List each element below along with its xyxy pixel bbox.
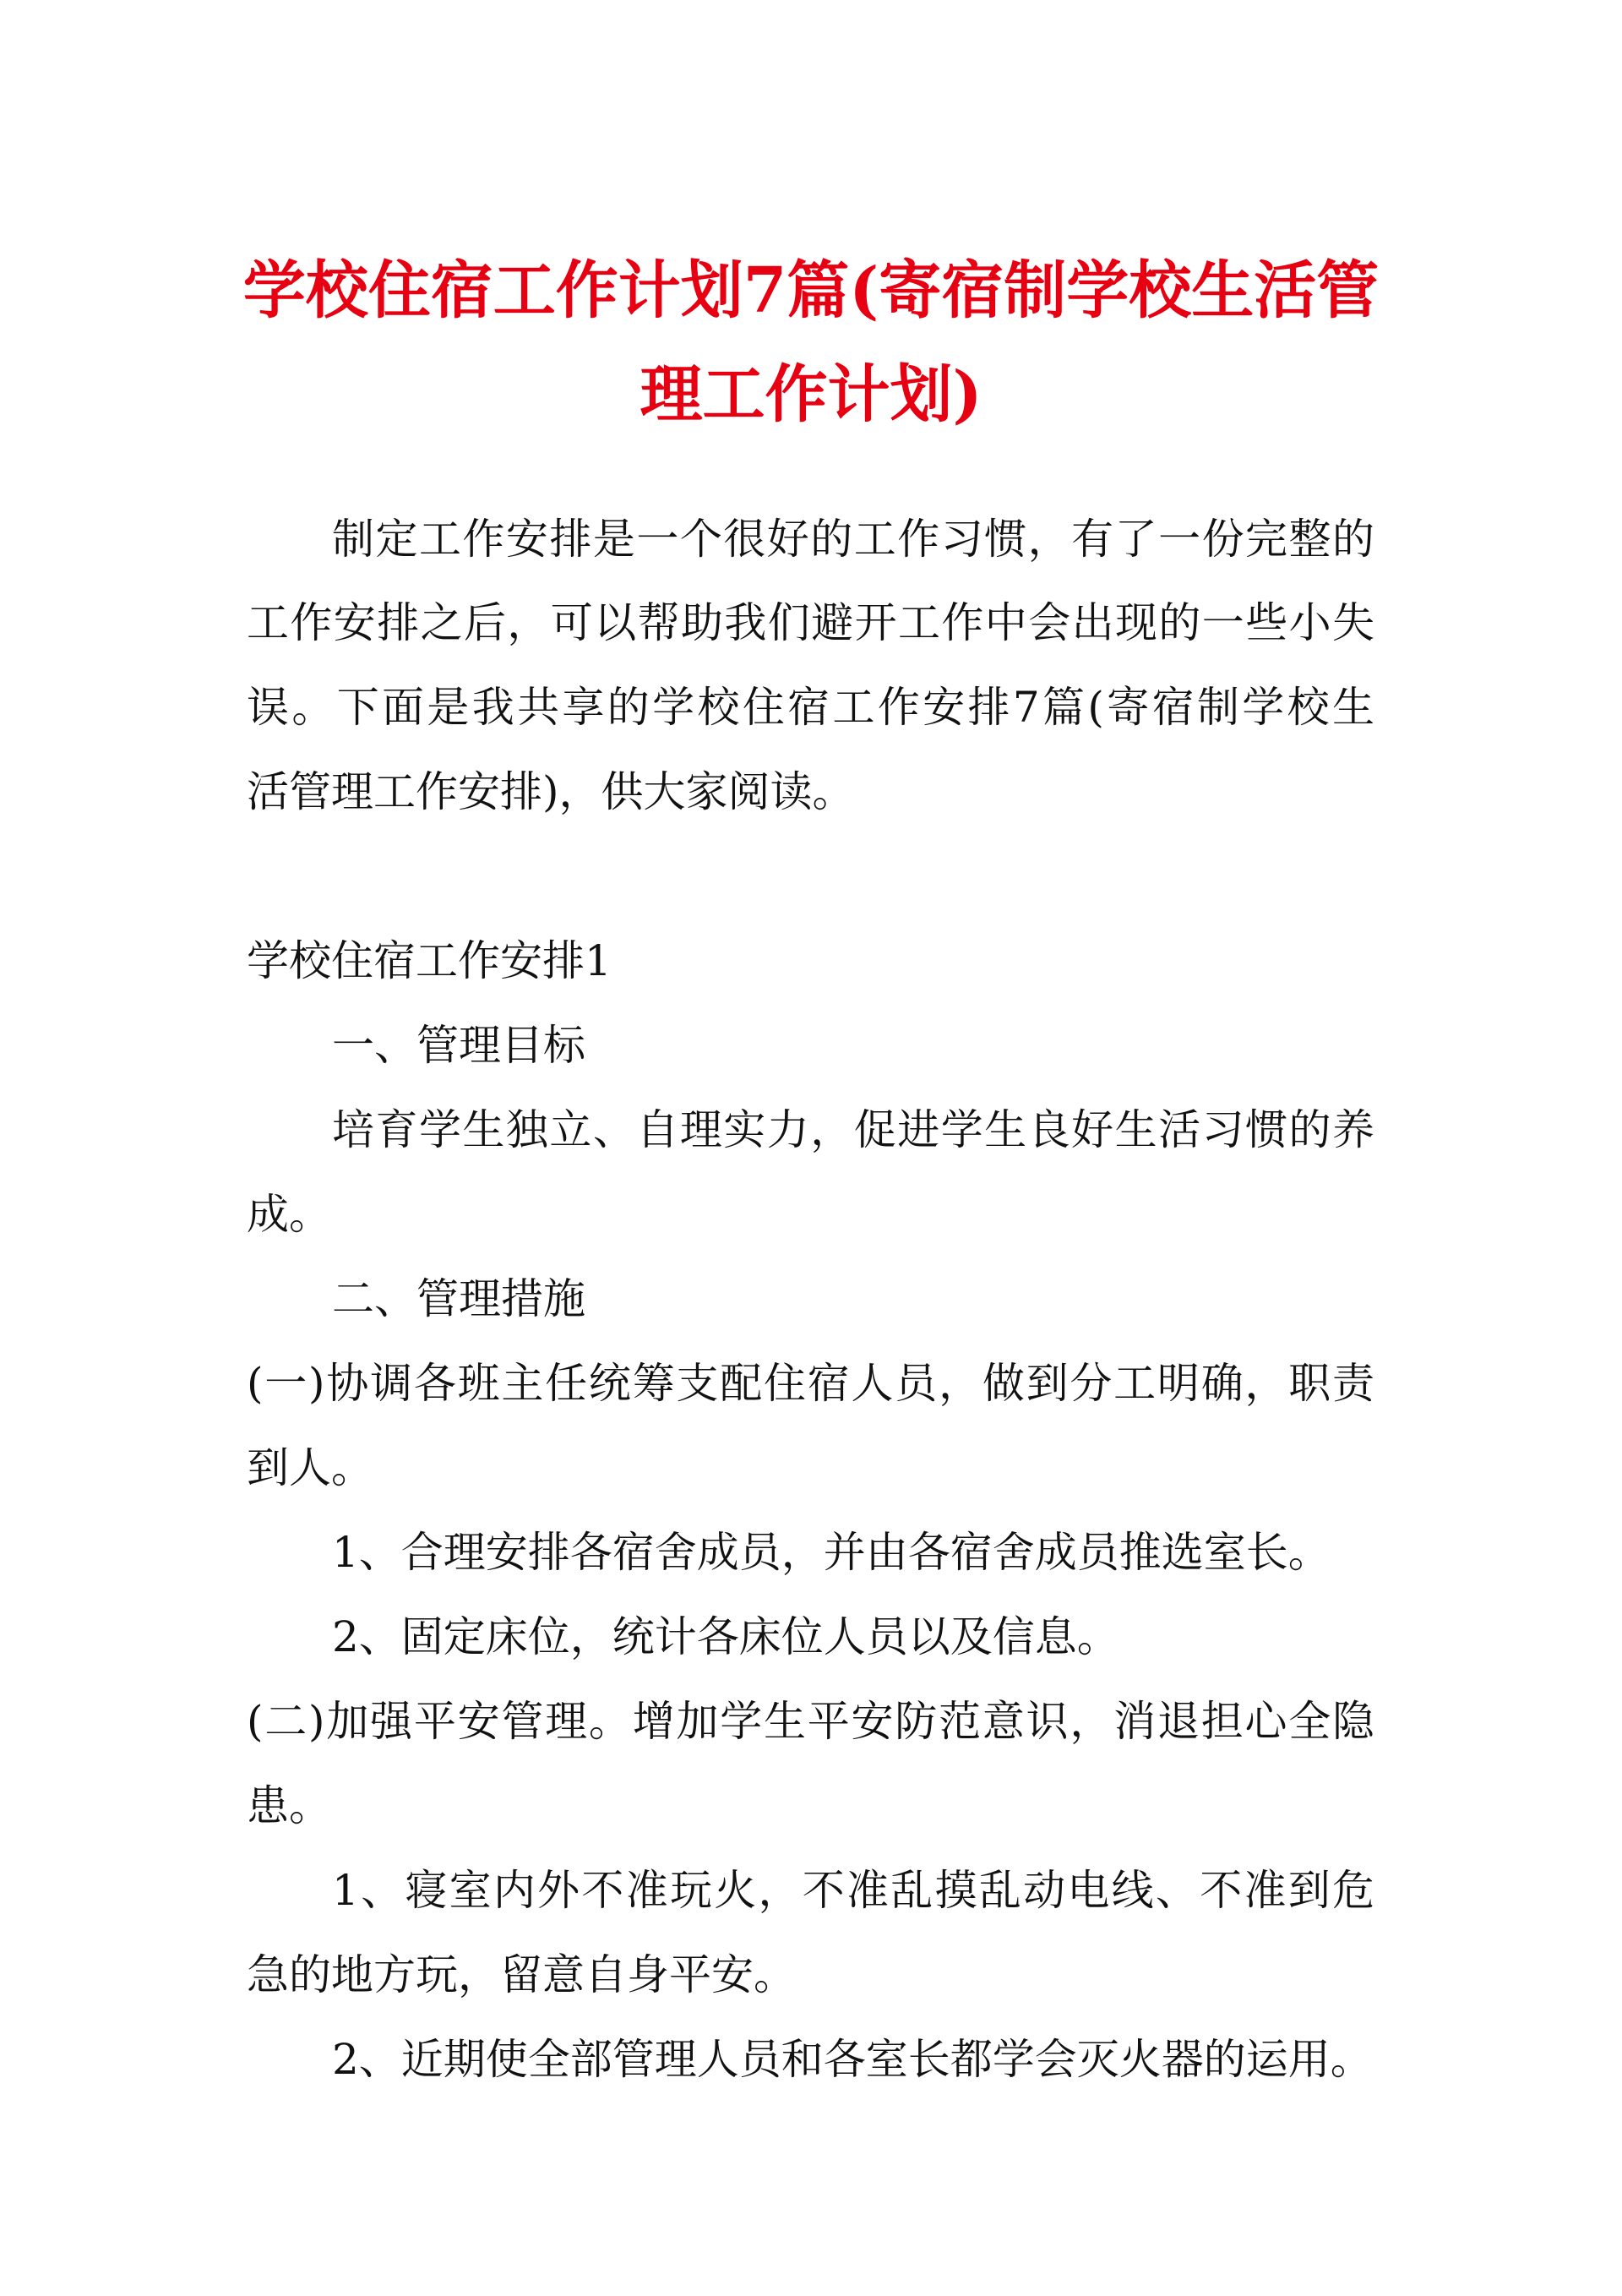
measure-2-line-1: (二)加强平安管理。增加学生平安防范意识，消退担心全隐 bbox=[247, 1697, 1374, 1746]
section-heading: 学校住宿工作安排1 bbox=[247, 936, 612, 985]
measure-2-item-1-line-1: 1、寝室内外不准玩火，不准乱摸乱动电线、不准到危 bbox=[332, 1866, 1374, 1915]
intro-line-4: 活管理工作安排)，供大家阅读。 bbox=[247, 767, 855, 816]
measure-1-line-2: 到人。 bbox=[247, 1443, 373, 1492]
document-title-line-1: 学校住宿工作计划7篇(寄宿制学校生活管 bbox=[242, 254, 1380, 327]
intro-line-3: 误。下面是我共享的学校住宿工作安排7篇(寄宿制学校生 bbox=[247, 683, 1374, 732]
goal-text-line-1: 培育学生独立、自理实力，促进学生良好生活习惯的养 bbox=[332, 1105, 1374, 1154]
intro-line-1: 制定工作安排是一个很好的工作习惯，有了一份完整的 bbox=[332, 515, 1374, 564]
intro-line-2: 工作安排之后，可以帮助我们避开工作中会出现的一些小失 bbox=[247, 598, 1374, 647]
measure-2-item-2: 2、近期使全部管理人员和各室长都学会灭火器的运用。 bbox=[332, 2035, 1373, 2084]
document-title-line-2: 理工作计划) bbox=[640, 358, 982, 431]
measure-1-item-2: 2、固定床位，统计各床位人员以及信息。 bbox=[332, 1612, 1119, 1661]
measure-1-line-1: (一)协调各班主任统筹支配住宿人员，做到分工明确，职责 bbox=[247, 1359, 1374, 1408]
measures-heading: 二、管理措施 bbox=[332, 1274, 585, 1323]
measure-1-item-1: 1、合理安排各宿舍成员，并由各宿舍成员推选室长。 bbox=[332, 1528, 1331, 1577]
measure-2-item-1-line-2: 急的地方玩，留意自身平安。 bbox=[247, 1950, 796, 1999]
goal-heading: 一、管理目标 bbox=[332, 1021, 585, 1070]
goal-text-line-2: 成。 bbox=[247, 1190, 331, 1239]
measure-2-line-2: 患。 bbox=[247, 1781, 331, 1830]
